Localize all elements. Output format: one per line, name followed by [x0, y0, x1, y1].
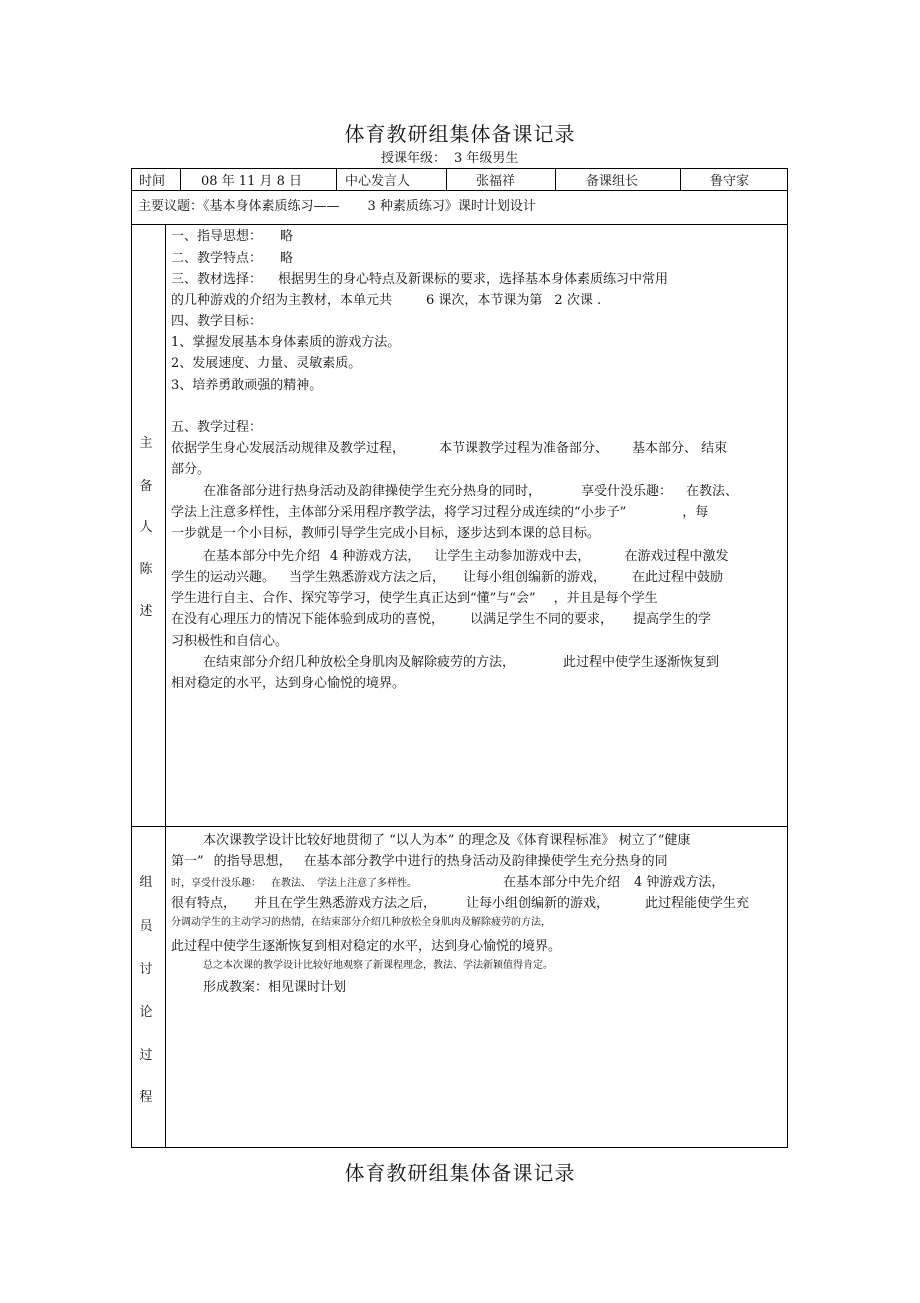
statement-line: 五、教学过程： [171, 420, 263, 435]
discussion-label-char: 过 [139, 1048, 153, 1063]
statement-line: 1、掌握发展基本身体素质的游戏方法。 [171, 335, 401, 350]
statement-line: 在准备部分进行热身活动及韵律操使学生充分热身的同时， 享受什没乐趣： 在教法、 [203, 484, 739, 499]
discussion-label-char: 程 [139, 1090, 153, 1105]
leader-label: 备课组长 [586, 174, 639, 189]
page-title: 体育教研组集体备课记录 [344, 122, 576, 146]
discussion-line: 总之本次课的教学设计比较好地观察了新课程理念，教法、学法新颖值得肯定。 [203, 960, 553, 971]
statement-line: 相对稳定的水平，达到身心愉悦的境界。 [171, 676, 406, 691]
statement-line: 学法上注意多样性，主体部分采用程序教学法，将学习过程分成连续的“小步子” ，每 [171, 505, 709, 520]
main-label-char: 陈 [139, 562, 153, 577]
topic-part: 主要议题：《基本身体素质练习—— [138, 199, 340, 214]
discussion-label-char: 组 [139, 875, 153, 890]
discussion-line: 第一” 的指导思想， 在基本部分教学中进行的热身活动及韵律操使学生充分热身的同 [171, 854, 668, 869]
time-label: 时间 [139, 174, 166, 189]
statement-line: 3、培养勇敢顽强的精神。 [171, 378, 323, 393]
discussion-line: 时，享受什没乐趣： 在教法、 学法上注意了多样性。 在基本部分中先介绍 4 钟游戏方法， [171, 875, 725, 890]
discussion-label-char: 员 [139, 919, 153, 934]
statement-line: 习积极性和自信心。 [171, 634, 289, 649]
statement-line: 在基本部分中先介绍 4 种游戏方法， 让学生主动参加游戏中去， 在游戏过程中激发 [203, 549, 729, 564]
statement-line: 2、发展速度、力量、灵敏素质。 [171, 356, 362, 371]
statement-line: 一、指导思想： 略 [171, 229, 294, 244]
main-label-char: 备 [139, 479, 153, 494]
rule [132, 826, 787, 827]
rule [336, 169, 337, 190]
rule [555, 169, 556, 190]
rule [165, 224, 166, 1147]
discussion-line: 本次课教学设计比较好地贯彻了 “以人为本” 的理念及《体育课程标准》 树立了“健康 [203, 833, 691, 848]
main-label-char: 主 [139, 436, 153, 451]
statement-line: 学生的运动兴趣。 当学生熟悉游戏方法之后， 让每小组创编新的游戏， 在此过程中鼓励 [171, 570, 724, 585]
discussion-line: 形成教案：相见课时计划 [203, 980, 347, 995]
speaker-value: 张福祥 [476, 174, 516, 189]
rule [132, 190, 787, 191]
discussion-line: 很有特点， 并且在学生熟悉游戏方法之后， 让每小组创编新的游戏， 此过程能使学生充 [171, 896, 750, 911]
discussion-line: 分调动学生的主动学习的热情，在结束部分介绍几种放松全身肌肉及解除疲劳的方法， [171, 917, 551, 928]
leader-value: 鲁守家 [710, 174, 750, 189]
statement-line: 四、教学目标： [171, 314, 263, 329]
rule [680, 169, 681, 190]
statement-line: 依据学生身心发展活动规律及教学过程， 本节课教学过程为准备部分、 基本部分、 结束 [171, 441, 728, 456]
grade-line [381, 147, 526, 166]
statement-line: 部分。 [171, 462, 211, 477]
statement-line: 二、教学特点： 略 [171, 251, 294, 266]
topic [138, 195, 536, 214]
footer-title: 体育教研组集体备课记录 [344, 1161, 576, 1185]
main-label-char: 人 [139, 520, 153, 535]
discussion-label-char: 论 [139, 1005, 153, 1020]
statement-line: 在没有心理压力的情况下能体验到成功的喜悦， 以满足学生不同的要求， 提高学生的学 [171, 612, 712, 627]
discussion-line: 此过程中使学生逐渐恢复到相对稳定的水平，达到身心愉悦的境界。 [171, 939, 562, 954]
time-value: 08 年 11 月 8 日 [201, 174, 303, 189]
statement-line: 的几种游戏的介绍为主教材，本单元共 6 课次，本节课为第 2 次课 . [171, 293, 602, 308]
statement-line: 一步就是一个小目标，教师引导学生完成小目标，逐步达到本课的总目标。 [171, 526, 601, 541]
rule [180, 169, 181, 190]
statement-line: 在结束部分介绍几种放松全身肌肉及解除疲劳的方法， 此过程中使学生逐渐恢复到 [203, 655, 720, 670]
grade-value: 3 年级男生 [454, 151, 519, 166]
speaker-label: 中心发言人 [345, 174, 411, 189]
statement-line: 三、教材选择： 根据男生的身心特点及新课标的要求，选择基本身体素质练习中常用 [171, 272, 669, 287]
rule [446, 169, 447, 190]
statement-line: 学生进行自主、合作、探究等学习，使学生真正达到“懂”与“会” ，并且是每个学生 [171, 591, 658, 606]
discussion-label-char: 讨 [139, 962, 153, 977]
grade-label: 授课年级： [381, 151, 447, 166]
main-label-char: 述 [139, 604, 153, 619]
topic-part: 3 种素质练习》课时计划设计 [367, 199, 536, 214]
